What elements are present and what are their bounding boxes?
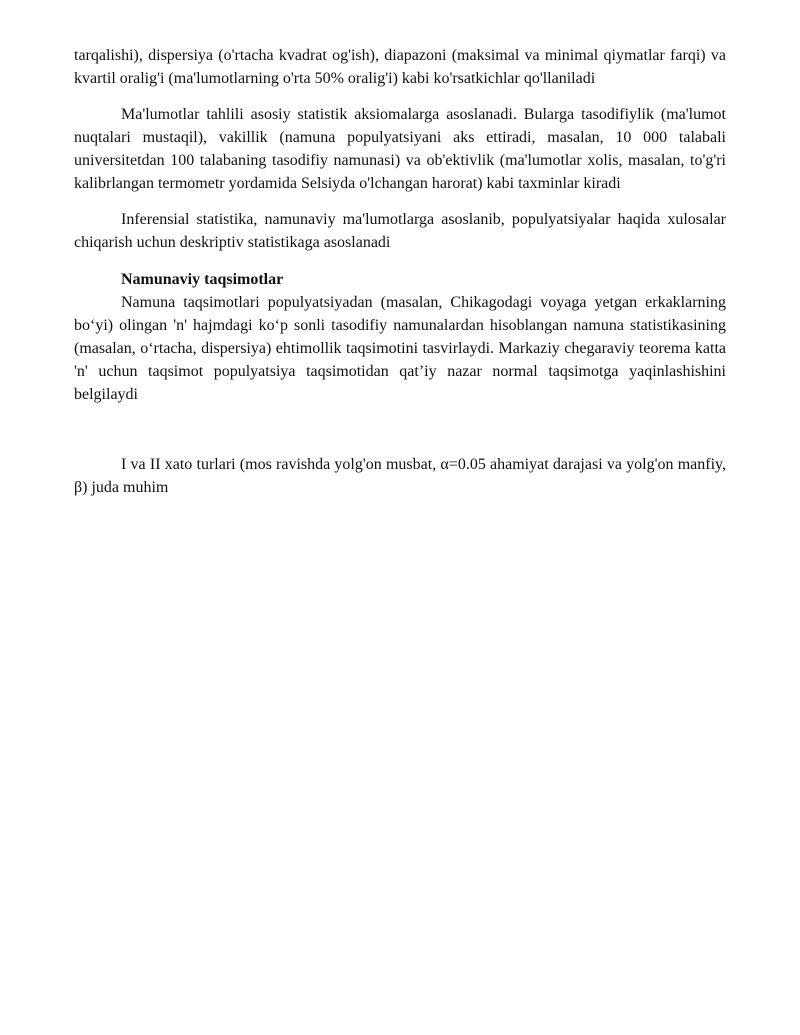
section-heading: Namunaviy taqsimotlar <box>121 271 284 288</box>
paragraph-axioms: Ma'lumotlar tahlili asosiy statistik aksiomalarga asoslanadi. Bularga tasodifiylik (ma'lumot nuqtalari mustaqil), vakillik (namuna populyatsiyani aks ettiradi, masalan, 10 000 talabali universitetdan 100 talabaning tasodifiy namunasi) va ob'ektivlik (ma'lumotlar xolis, masalan, to'g'ri kalibrlangan termometr yordamida Selsiyda o'lchangan harorat) kabi taxminlar kiradi <box>74 106 726 192</box>
paragraph-sampling-distributions: Namuna taqsimotlari populyatsiyadan (masalan, Chikagodagi voyaga yetgan erkaklarning bo‘yi) olingan 'n' hajmdagi ko‘p sonli tasodifiy namunalardan hisoblangan namuna statistikasining (masalan, o‘rtacha, dispersiya) ehtimollik taqsimotini tasvirlaydi. Markaziy chegaraviy teorema katta 'n' uchun taqsimot populyatsiya taqsimotidan qat’iy nazar normal taqsimotga yaqinlashishini belgilaydi <box>74 294 726 403</box>
paragraph-error-types: I va II xato turlari (mos ravishda yolg'on musbat, α=0.05 ahamiyat darajasi va yolg'on manfiy, β) juda muhim <box>74 456 726 496</box>
paragraph-inferential: Inferensial statistika, namunaviy ma'lumotlarga asoslanib, populyatsiyalar haqida xulosalar chiqarish uchun deskriptiv statistikaga asoslanadi <box>74 211 726 251</box>
paragraph-continuation: tarqalishi), dispersiya (o'rtacha kvadrat og'ish), diapazoni (maksimal va minimal qiymatlar farqi) va kvartil oralig'i (ma'lumotlarning o'rta 50% oralig'i) kabi ko'rsatkichlar qo'llaniladi <box>74 47 726 87</box>
document-page <box>74 44 726 499</box>
